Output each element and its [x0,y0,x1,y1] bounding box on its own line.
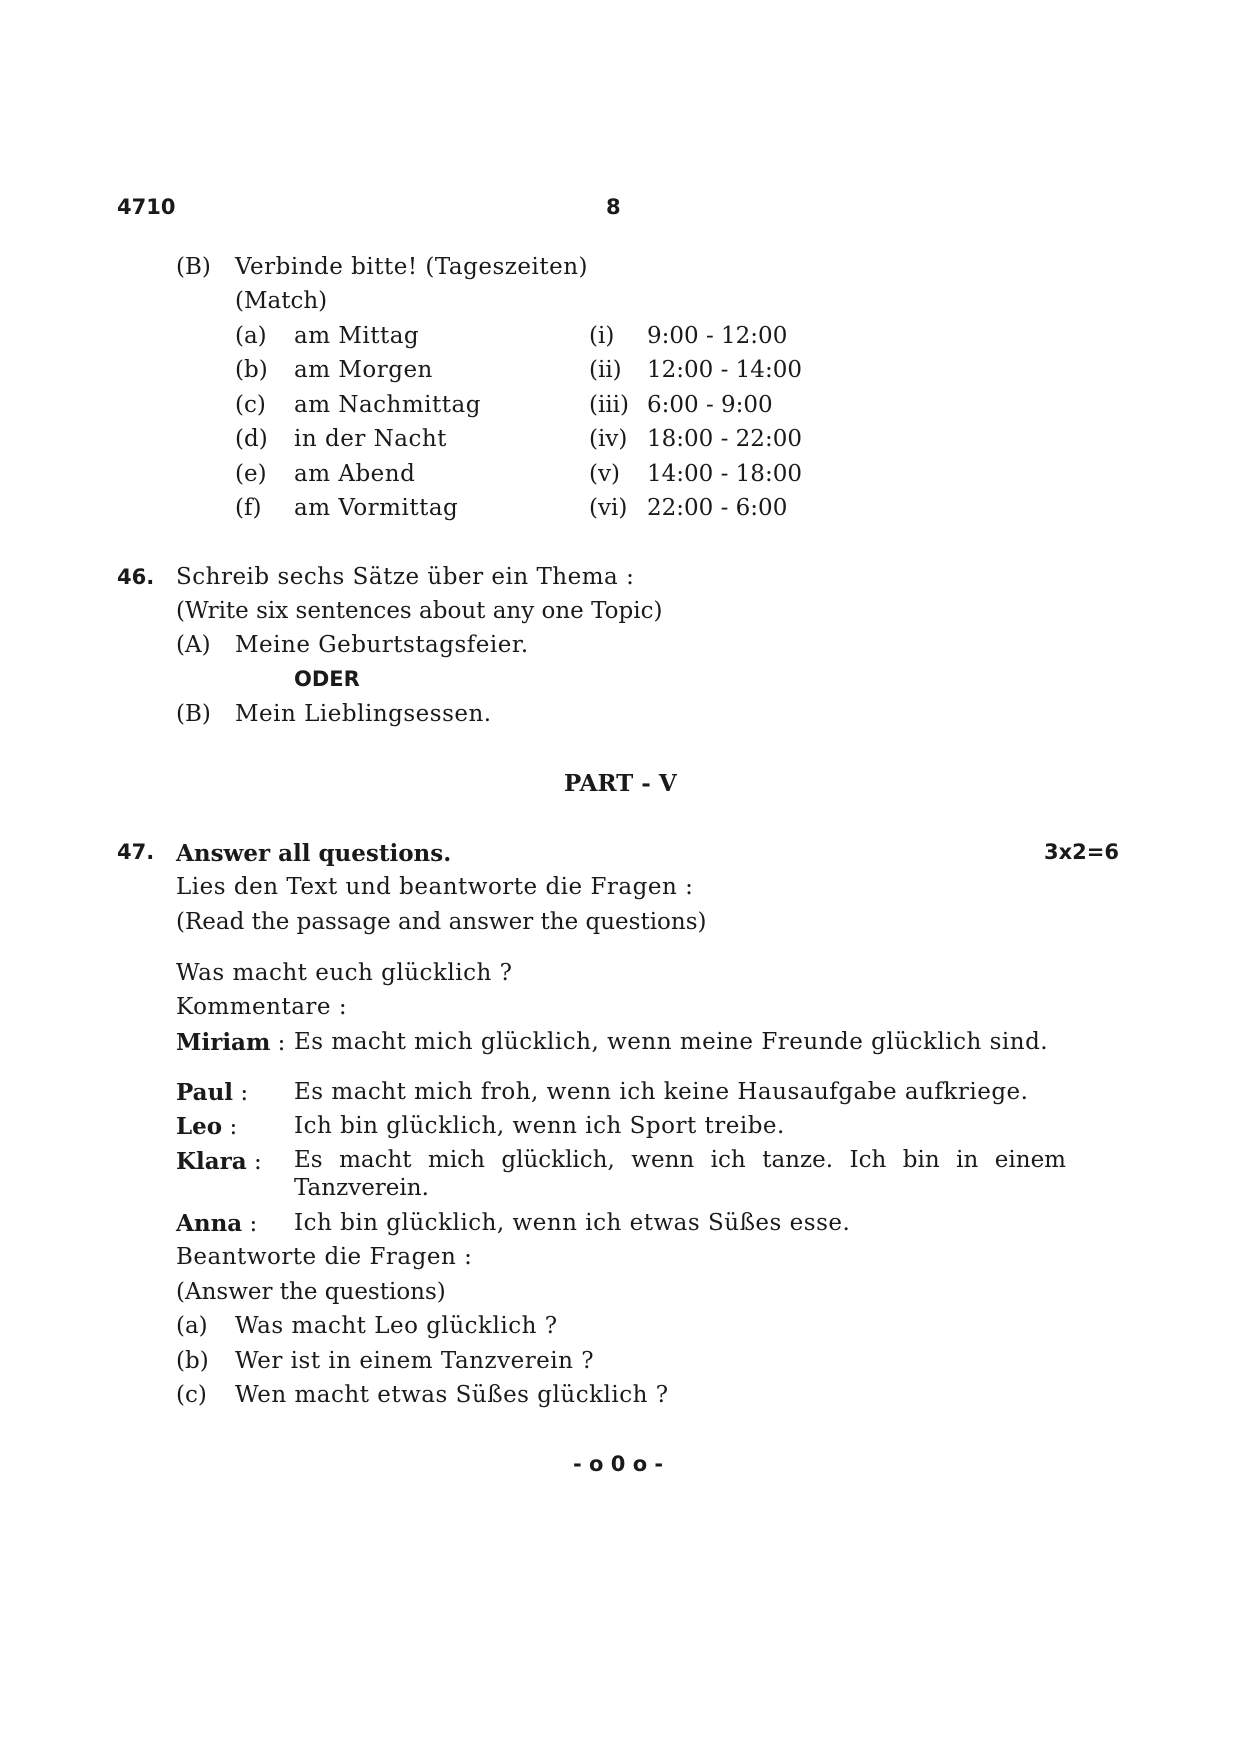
q45b-label: (B) [176,254,211,280]
match-right-item: 14:00 - 18:00 [647,461,802,487]
comment-speaker: Leo : [176,1113,238,1140]
question-text: Wen macht etwas Süßes glücklich ? [235,1382,669,1408]
comment-text: Es macht mich froh, wenn ich keine Hausaufgabe aufkriege. [294,1079,1029,1105]
match-right-item: 6:00 - 9:00 [647,392,773,418]
q47-instruction-en: (Read the passage and answer the questions) [176,909,707,935]
part-heading: PART - V [564,770,677,797]
q46-option-b-label: (B) [176,701,211,727]
paper-code: 4710 [117,195,176,219]
passage-title: Was macht euch glücklich ? [176,960,513,986]
comment-text: Es macht mich glücklich, wenn ich tanze. Ich bin in einem Tanzverein. [294,1147,1066,1201]
questions-label-en: (Answer the questions) [176,1279,446,1305]
comment-speaker: Paul : [176,1079,249,1106]
q47-marks: 3x2=6 [1044,840,1119,864]
match-right-item: 9:00 - 12:00 [647,323,788,349]
q46-or: ODER [294,667,360,691]
q46-prompt-en: (Write six sentences about any one Topic) [176,598,663,624]
q46-number: 46. [117,565,155,589]
match-right-key: (vi) [589,495,628,521]
match-left-key: (f) [235,495,262,521]
q47-title: Answer all questions. [176,840,452,867]
q46-option-a: Meine Geburtstagsfeier. [235,632,529,658]
match-right-key: (v) [589,461,620,487]
q47-number: 47. [117,840,155,864]
match-left-item: am Vormittag [294,495,459,521]
question-key: (c) [176,1382,207,1408]
match-left-key: (d) [235,426,268,452]
match-left-item: am Nachmittag [294,392,481,418]
q45b-instruction-en: (Match) [235,288,328,314]
match-left-key: (a) [235,323,267,349]
q47-instruction: Lies den Text und beantworte die Fragen : [176,874,694,900]
match-left-item: in der Nacht [294,426,447,452]
page-number: 8 [606,195,621,219]
match-left-key: (c) [235,392,266,418]
match-right-key: (iv) [589,426,628,452]
q45b-instruction: Verbinde bitte! (Tageszeiten) [235,254,588,280]
match-right-item: 12:00 - 14:00 [647,357,802,383]
q46-option-a-label: (A) [176,632,211,658]
question-text: Wer ist in einem Tanzverein ? [235,1348,595,1374]
question-text: Was macht Leo glücklich ? [235,1313,558,1339]
question-key: (a) [176,1313,208,1339]
comment-speaker: Miriam : [176,1029,286,1056]
match-right-key: (ii) [589,357,622,383]
q46-option-b: Mein Lieblingsessen. [235,701,492,727]
q46-prompt: Schreib sechs Sätze über ein Thema : [176,564,635,590]
comment-text: Ich bin glücklich, wenn ich Sport treibe. [294,1113,785,1139]
match-left-key: (b) [235,357,268,383]
match-left-item: am Morgen [294,357,433,383]
match-right-key: (i) [589,323,615,349]
match-right-item: 18:00 - 22:00 [647,426,802,452]
match-left-item: am Mittag [294,323,420,349]
match-right-key: (iii) [589,392,630,418]
questions-label: Beantworte die Fragen : [176,1244,473,1270]
comment-text: Ich bin glücklich, wenn ich etwas Süßes esse. [294,1210,851,1236]
comment-speaker: Anna : [176,1210,258,1237]
end-marker: - o 0 o - [573,1452,664,1476]
match-left-item: am Abend [294,461,416,487]
match-right-item: 22:00 - 6:00 [647,495,788,521]
question-key: (b) [176,1348,209,1374]
comment-speaker: Klara : [176,1148,262,1175]
match-left-key: (e) [235,461,267,487]
comments-label: Kommentare : [176,994,348,1020]
comment-text: Es macht mich glücklich, wenn meine Freunde glücklich sind. [294,1029,1049,1055]
